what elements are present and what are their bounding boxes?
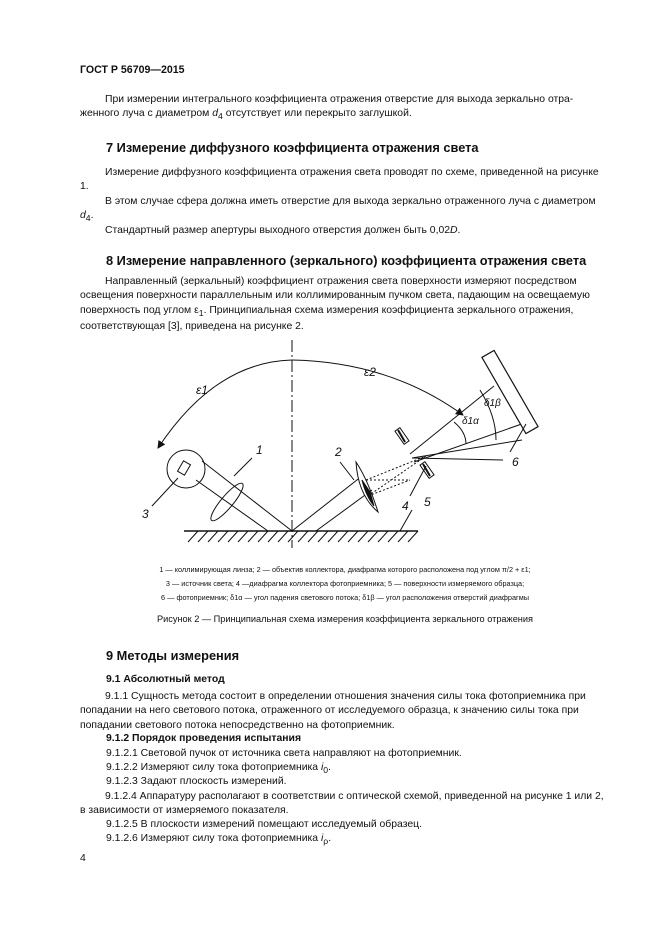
leader-1 bbox=[234, 458, 252, 476]
step-6-text: 9.1.2.6 Измеряют силу тока фотоприемника bbox=[106, 833, 321, 844]
label-delta-1b: δ1β bbox=[484, 398, 501, 409]
leader-6 bbox=[510, 424, 526, 452]
figure-legend-line-1: 1 — коллимирующая линза; 2 — объектив коллектора, диафрагма которого расположена под углом π/2 + ε1; bbox=[159, 565, 531, 574]
reflected-beam-lower bbox=[316, 490, 372, 531]
s7-p2-end: . bbox=[90, 210, 94, 222]
source-filament bbox=[178, 461, 191, 475]
step-9-1-2-6 bbox=[106, 833, 331, 846]
step-2-end: . bbox=[328, 762, 331, 773]
label-delta-1a: δ1α bbox=[462, 416, 479, 427]
section-7-paragraph-2 bbox=[80, 195, 610, 226]
label-eps2: ε2 bbox=[364, 365, 376, 379]
leader-4 bbox=[410, 466, 426, 496]
D-var: D bbox=[450, 225, 458, 236]
d-var: d bbox=[80, 210, 86, 222]
step-2-text: 9.1.2.2 Измеряют силу тока фотоприемника bbox=[106, 762, 321, 773]
label-6: 6 bbox=[512, 455, 519, 469]
section-8-title: 8 Измерение направленного (зеркального) коэффициента отражения света bbox=[106, 253, 587, 268]
label-eps1: ε1 bbox=[196, 383, 208, 397]
subsection-9-1: 9.1 Абсолютный метод bbox=[106, 674, 225, 685]
section-7-title: 7 Измерение диффузного коэффициента отражения света bbox=[106, 140, 479, 155]
subsection-9-1-2: 9.1.2 Порядок проведения испытания bbox=[106, 733, 302, 744]
s7-p3-text: Стандартный размер апертуры выходного отверстия должен быть 0,02 bbox=[105, 225, 451, 236]
intro-paragraph bbox=[80, 93, 610, 124]
section-8-paragraph bbox=[80, 275, 610, 334]
leader-3 bbox=[152, 478, 178, 506]
epsilon-2-arc bbox=[292, 360, 463, 415]
section-7-paragraph-3 bbox=[80, 224, 610, 238]
ray-center-2 bbox=[412, 458, 503, 460]
paragraph-9-1-1: 9.1.1 Сущность метода состоит в определении отношения значения силы тока фотоприемника при попадании на него светового потока, отраженного от исследуемого образца, к значению силы тока при попадании светового потока непосредственно на фотоприемник. bbox=[80, 691, 586, 731]
figure-legend-line-2: 3 — источник света; 4 —диафрагма коллектора фотоприемника; 5 — поверхности измеряемого образца; bbox=[165, 579, 525, 588]
figure-legend-line-3: 6 — фотоприемник; δ1α — угол падения светового потока; δ1β — угол расположения отверстий диафрагмы bbox=[161, 593, 529, 602]
step-9-1-2-4: 9.1.2.4 Аппаратуру располагают в соответствии с оптической схемой, приведенной на рисунке 1 или 2, в зависимости от измеряемого показателя. bbox=[80, 791, 604, 817]
s8-text-a: Направленный (зеркальный) коэффициент отражения света поверхности измеряют посредством освещения поверхности параллельным или коллимированным пучком света, падающим на освещаемую поверхность под углом ε bbox=[80, 276, 590, 316]
label-5: 5 bbox=[424, 495, 431, 509]
leader-5 bbox=[400, 510, 412, 531]
i-sub: ρ bbox=[323, 836, 329, 847]
i-var: i bbox=[320, 833, 324, 844]
document-code: ГОСТ Р 56709—2015 bbox=[80, 64, 185, 76]
step-6-end: . bbox=[328, 833, 332, 844]
d-sub: 4 bbox=[217, 111, 223, 122]
step-9-1-2-3: 9.1.2.3 Задают плоскость измерений. bbox=[106, 776, 287, 787]
i-var: i bbox=[320, 762, 324, 773]
step-9-1-2-2 bbox=[106, 762, 331, 775]
epsilon-1-arc bbox=[158, 360, 292, 448]
d-var: d bbox=[212, 108, 218, 120]
section-7-paragraph-1: Измерение диффузного коэффициента отражения света проводят по схеме, приведенной на рисунке 1. bbox=[80, 167, 599, 193]
s7-p2-text: В этом случае сфера должна иметь отверстие для выхода зеркально отраженного луча с диаметром bbox=[105, 196, 596, 207]
figure-caption: Рисунок 2 — Принципиальная схема измерения коэффициента зеркального отражения bbox=[157, 614, 533, 624]
section-9-title: 9 Методы измерения bbox=[106, 648, 240, 663]
label-1: 1 bbox=[256, 443, 263, 457]
ray-upper bbox=[410, 386, 494, 454]
figure-2-diagram bbox=[0, 330, 661, 552]
step-9-1-2-1: 9.1.2.1 Световой пучок от источника света направляют на фотоприемник. bbox=[106, 748, 462, 759]
label-3: 3 bbox=[142, 507, 149, 521]
converging-beam bbox=[366, 456, 426, 496]
ray-center bbox=[412, 440, 522, 458]
step-9-1-2-5: 9.1.2.5 В плоскости измерений помещают исследуемый образец. bbox=[106, 819, 422, 830]
incident-beam-lower bbox=[196, 480, 268, 531]
photodetector bbox=[482, 350, 538, 433]
label-4: 4 bbox=[402, 499, 409, 513]
eps-sub: 1 bbox=[198, 307, 204, 318]
d-sub: 4 bbox=[85, 213, 91, 224]
leader-2 bbox=[340, 462, 354, 480]
i-sub: 0 bbox=[323, 765, 329, 776]
surface-hatching bbox=[188, 531, 418, 542]
s7-p3-end: . bbox=[457, 225, 461, 236]
page-number: 4 bbox=[80, 853, 86, 864]
intro-text-c: отсутствует или перекрыто заглушкой. bbox=[222, 108, 412, 120]
intro-text-b: женного луча с диаметром bbox=[80, 108, 213, 120]
intro-text-a: При измерении интегрального коэффициента отражения отверстие для выхода зеркально отра- bbox=[105, 94, 574, 105]
label-2: 2 bbox=[335, 445, 342, 459]
s8-text-b: . Принципиальная схема измерения коэффициента зеркального отражения, соответствующая [3], приведена на рисунке 2. bbox=[80, 304, 574, 332]
